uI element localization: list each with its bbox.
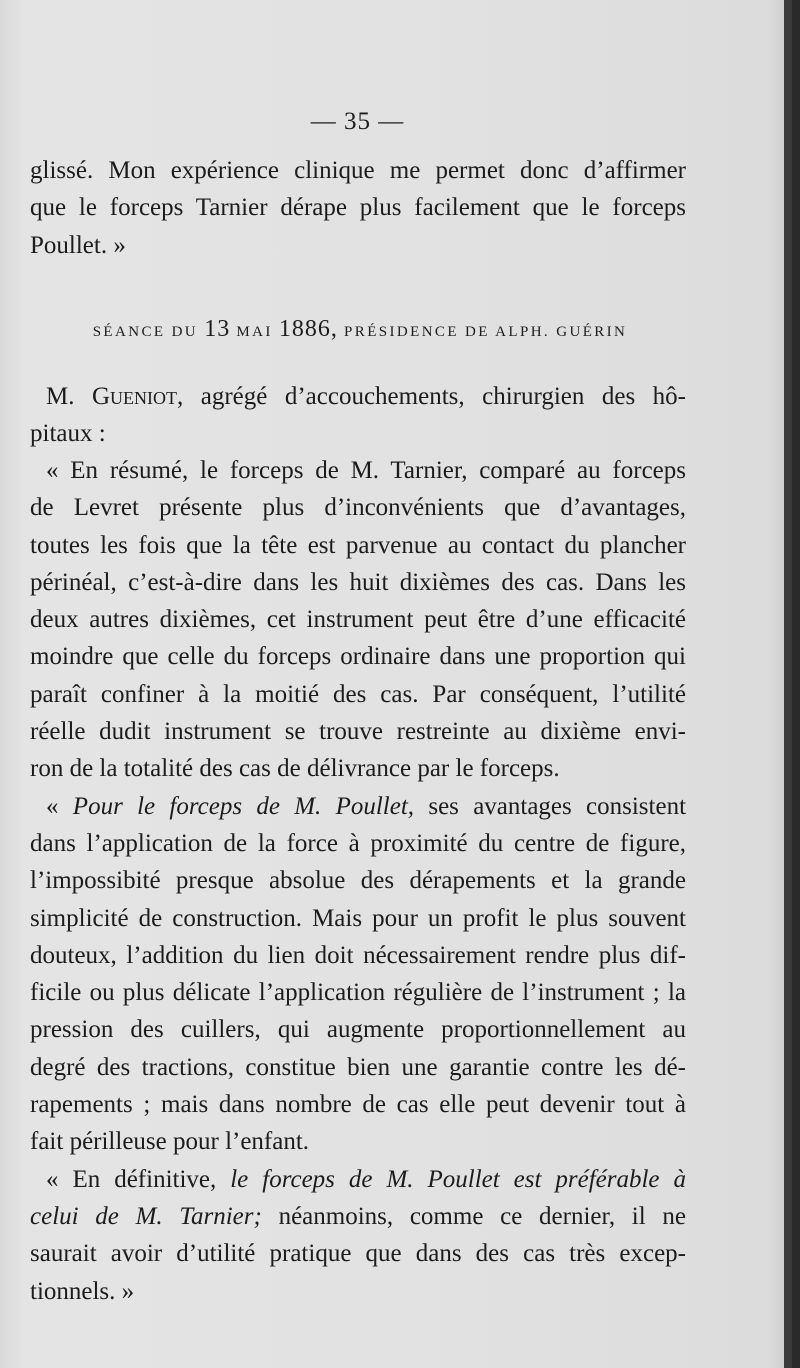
speaker-role: agrégé d’accouchements, chirurgien des hô- (200, 383, 686, 410)
paragraph-line: pression des cuillers, qui augmente proportionnellement au (30, 1016, 686, 1044)
speaker-name: Gueniot, (91, 383, 184, 410)
paragraph-line (30, 1198, 686, 1235)
quote-open: « (46, 792, 59, 820)
italic-phrase: celui de M. Tarnier; (30, 1202, 262, 1230)
paragraph-line: moindre que celle du forceps ordinaire dans une proportion qui (30, 643, 686, 671)
paragraph-text: ses avantages consistent (428, 792, 687, 820)
speaker-line: pitaux : (30, 420, 106, 448)
paragraph-line: de Levret présente plus d’inconvénients que d’avantages, (30, 494, 686, 522)
intro-text (30, 152, 686, 264)
paragraph-line: dans l’application de la force à proximité du centre de figure, (30, 829, 686, 857)
session-prefix: SÉANCE DU (92, 324, 199, 340)
paragraph-line: deux autres dixièmes, cet instrument peut être d’une efficacité (30, 606, 686, 634)
paragraph-line: toutes les fois que la tête est parvenue au contact du plancher (30, 531, 686, 559)
paragraph-line (30, 1161, 686, 1198)
speaker-intro (30, 378, 686, 453)
italic-phrase: Pour le forceps de M. Poullet, (72, 792, 415, 820)
paragraph-text: néanmoins, comme ce dernier, il ne (278, 1202, 686, 1230)
session-month: MAI (236, 324, 273, 340)
session-year: 1886, (278, 316, 338, 342)
session-presidency: PRÉSIDENCE DE ALPH. GUÉRIN (344, 324, 628, 340)
paragraph-line: périnéal, c’est-à-dire dans les huit dixièmes des cas. Dans les (30, 568, 686, 596)
italic-phrase: le forceps de M. Poullet est préférable à (230, 1165, 687, 1193)
intro-line: Poullet. » (30, 231, 126, 259)
paragraph-line: ron de la totalité des cas de délivrance par le forceps. (30, 755, 560, 783)
paragraph-line (30, 788, 686, 825)
paragraph-line: « En résumé, le forceps de M. Tarnier, comparé au forceps (46, 457, 686, 484)
session-heading (0, 314, 720, 347)
paragraph-line: simplicité de construction. Mais pour un profit le plus souvent (30, 904, 686, 932)
intro-line: que le forceps Tarnier dérape plus facilement que le forceps (30, 194, 686, 222)
speaker-line (30, 378, 686, 415)
paragraph-line: degré des tractions, constitue bien une garantie contre les dé- (30, 1053, 686, 1081)
paragraph-line: paraît confiner à la moitié des cas. Par conséquent, l’utilité (30, 680, 686, 708)
paragraph-line: saurait avoir d’utilité pratique que dans des cas très excep- (30, 1240, 686, 1268)
paragraph-line: rapements ; mais dans nombre de cas elle peut devenir tout à (30, 1091, 686, 1119)
paragraph-line: l’impossibité presque absolue des dérapements et la grande (30, 867, 686, 895)
session-day: 13 (204, 316, 231, 342)
paragraph-line: fait périlleuse pour l’enfant. (30, 1128, 310, 1156)
paragraph-text: « En définitive, (46, 1165, 217, 1193)
paragraph-line: douteux, l’addition du lien doit nécessairement rendre plus dif- (30, 941, 686, 969)
page-number: — 35 — (310, 108, 405, 135)
paragraph-line: réelle dudit instrument se trouve restreinte au dixième envi- (30, 718, 686, 746)
paragraph-line: ficile ou plus délicate l’application régulière de l’instrument ; la (30, 979, 686, 1007)
intro-line: glissé. Mon expérience clinique me permet donc d’affirmer (30, 157, 686, 184)
speaker-title: M. (46, 383, 75, 410)
quoted-paragraphs (30, 452, 686, 1310)
paragraph-line: tionnels. » (30, 1277, 135, 1305)
